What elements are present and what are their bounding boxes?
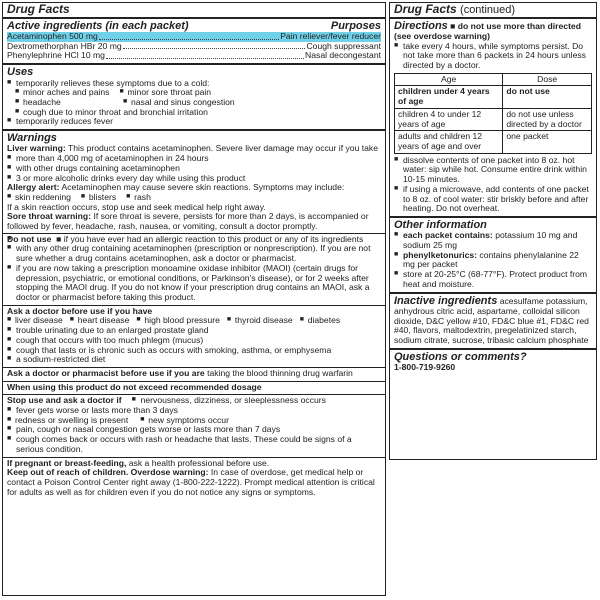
directions-section: Directions ■ do not use more than directed (see overdose warning) ■ take every 4 hours, while symptoms persist. Do not take more than 6 packets in 24 hours unless directed by a doctor. Age Dose children under 4 years of age do not use children 4 to under 12 years of age do not use unless directed by a doctor adults and children 12 years of age and over one packet ■ dissolve contents of one packet into 8 oz. hot water: sip while hot. Consume entire drink within 10-15 minutes. ■ if using a microwave, add contents of one packet to 8 oz. of cool water: stir briskly before and after heating. Do not overheat. [390,17,596,216]
phone-number: 1-800-719-9260 [394,362,456,373]
ingredient-row: Phenylephrine HCl 10 mg Nasal decongestant [7,50,381,61]
drug-facts-header: Drug Facts [7,2,70,16]
questions-title: Questions or comments? [394,350,527,363]
warnings-section: Warnings Liver warning: This product contains acetaminophen. Severe liver damage may occur if you take ■ more than 4,000 mg of acetaminophen in 24 hours ■ with other drugs containing acetaminophen ■ 3 or more alcoholic drinks every day while using this product Allergy alert: Acetaminophen may cause severe skin reactions. Symptoms may include: ■ skin reddening ■ blisters ■ rash If a skin reaction occurs, stop use and seek medical help right away. Sore throat warning: If sore throat is severe, persists for more than 2 days, is accompanied or followed by fever, headache, rash, nausea, or vomiting, consult a doctor promptly. ■ Do not use ■ if you have ever had an allergic reaction to this product or any of its ingredients ■ with any other drug containing acetaminophen (prescription or nonprescription). If you are not sure whether a drug contains acetaminophen, ask a doctor or pharmacist. ■ if you are now taking a prescription monoamine oxidase inhibitor (MAOI) (certain drugs for depression, psychiatric, or emotional conditions, or Parkinson's disease), or for 2 weeks after stopping the MAOI drug. If you do not know if your prescription drug contains an MAOI, ask a doctor or pharmacist before taking this product. Ask a doctor before use if you have ■ liver disease ■ heart disease ■ high blood pressure ■ thyroid disease ■ diabetes ■ trouble urinating due to an enlarged prostate gland ■ cough that occurs with too much phlegm (mucus) ■ cough that lasts or is chronic such as occurs with smoking, asthma, or emphysema ■ a sodium-restricted diet Ask a doctor or pharmacist before use if you are taking the blood thinning drug warfarin When using this product do not exceed recommended dosage Stop use and ask a doctor if ■ nervousness, dizziness, or sleeplessness occurs ■ fever gets worse or lasts more than 3 days ■ redness or swelling is present ■ new symptoms occur ■ pain, cough or nasal congestion gets worse or lasts more than 7 days ■ cough comes back or occurs with rash or headache that lasts. These could be signs of a serious condition. If pregnant or breast-feeding, ask a health professional before use. Keep out of reach of children. Overdose warning: In case of overdose, get medical help or contact a Poison Control Center right away (1-800-222-1222). Prompt medical attention is critical for adults as well as for children even if you do not notice any signs or symptoms. [3,129,385,501]
other-information-section: Other information ■ each packet contains: potassium 10 mg and sodium 25 mg ■ phenylketonurics: contains phenylalanine 22 mg per packet ■ store at 20-25°C (68-77°F). Protect product from heat and moisture. [390,216,596,292]
ingredient-row: Dextromethorphan HBr 20 mg Cough suppressant [7,40,381,51]
active-ingredients-section [3,17,385,64]
inactive-ingredients-section: Inactive ingredients acesulfame potassium, anhydrous citric acid, aspartame, colloidal silicon dioxide, D&C yellow #10, FD&C blue #1, FD&C red #40, flavors, maltodextrin, pregelatinized starch, sodium citrate, sucrose, tribasic calcium phosphate [390,292,596,348]
dosage-table: Age Dose children under 4 years of age do not use children 4 to under 12 years of age do not use unless directed by a doctor adults and children 12 years of age and over one packet [394,73,592,154]
ingredient-row: Acetaminophen 500 mg Pain reliever/fever reducer [7,30,381,41]
drug-facts-continued-panel: Drug Facts (continued) Directions ■ do not use more than directed (see overdose warning) ■ take every 4 hours, while symptoms persist. Do not take more than 6 packets in 24 hours unless directed by a doctor. Age Dose children under 4 years of age do not use children 4 to under 12 years of age do not use unless directed by a doctor adults and children 12 years of age and over one packet ■ dissolve contents of one packet into 8 oz. hot water: sip while hot. Consume entire drink within 10-15 minutes. ■ if using a microwave, add contents of one packet to 8 oz. of cool water: stir briskly before and after heating. Do not overheat. Other information ■ each packet contains: potassium 10 mg and sodium 25 mg ■ phenylketonurics: contains phenylalanine 22 mg per packet ■ store at 20-25°C (68-77°F). Protect product from heat and moisture. Inactive ingredients acesulfame potassium, anhydrous citric acid, aspartame, colloidal silicon dioxide, D&C yellow #10, FD&C blue #1, FD&C red #40, flavors, maltodextrin, pregelatinized starch, sodium citrate, sucrose, tribasic calcium phosphate Questions or comments? 1-800-719-9260 [389,2,597,460]
uses-section: Uses ■ temporarily relieves these symptoms due to a cold: ■ minor aches and pains ■ minor sore throat pain ■ headache ■ nasal and sinus congestion ■ cough due to minor throat and bronchial irritation ■ temporarily reduces fever [3,63,385,129]
ask-pharmacist-section: Ask a doctor or pharmacist before use if you are taking the blood thinning drug warfarin [3,367,385,380]
when-using-section: When using this product do not exceed recommended dosage [3,381,385,394]
table-row: adults and children 12 years of age and over one packet [395,131,592,153]
inactive-ingredients-title: Inactive ingredients [394,294,498,307]
active-ingredients-title: Active ingredients (in each packet) [7,19,189,32]
directions-title: Directions [394,19,448,32]
uses-title: Uses [7,66,34,79]
warnings-title: Warnings [7,132,57,145]
do-not-use-section: ■ Do not use ■ if you have ever had an allergic reaction to this product or any of its ingredients ■ with any other drug containing acetaminophen (prescription or nonprescription). If you are not sure whether a drug contains acetaminophen, ask a doctor or pharmacist. ■ if you are now taking a prescription monoamine oxidase inhibitor (MAOI) (certain drugs for depression, psychiatric, or emotional conditions, or Parkinson's disease), or for 2 weeks after stopping the MAOI drug. If you do not know if your prescription drug contains an MAOI, ask a doctor or pharmacist before taking this product. [3,233,385,304]
drug-facts-panel [2,2,386,596]
other-information-title: Other information [394,218,487,231]
table-row: children under 4 years of age do not use [395,86,592,108]
questions-section [390,348,596,375]
purposes-title: Purposes [330,19,381,32]
ask-doctor-section: Ask a doctor before use if you have ■ liver disease ■ heart disease ■ high blood pressure ■ thyroid disease ■ diabetes ■ trouble urinating due to an enlarged prostate gland ■ cough that occurs with too much phlegm (mucus) ■ cough that lasts or is chronic such as occurs with smoking, asthma, or emphysema ■ a sodium-restricted diet [3,305,385,366]
stop-use-section: Stop use and ask a doctor if ■ nervousness, dizziness, or sleeplessness occurs ■ fever gets worse or lasts more than 3 days ■ redness or swelling is present ■ new symptoms occur ■ pain, cough or nasal congestion gets worse or lasts more than 7 days ■ cough comes back or occurs with rash or headache that lasts. These could be signs of a serious condition. [3,394,385,455]
drug-facts-header: Drug Facts [394,2,457,16]
table-row: children 4 to under 12 years of age do not use unless directed by a doctor [395,108,592,130]
pregnancy-section: If pregnant or breast-feeding, ask a health professional before use. Keep out of reach of children. Overdose warning: In case of overdose, get medical help or contact a Poison Control Center right away (1-800-222-1222). Prompt medical attention is critical for adults as well as for children even if you do not notice any signs or symptoms. [3,457,385,499]
